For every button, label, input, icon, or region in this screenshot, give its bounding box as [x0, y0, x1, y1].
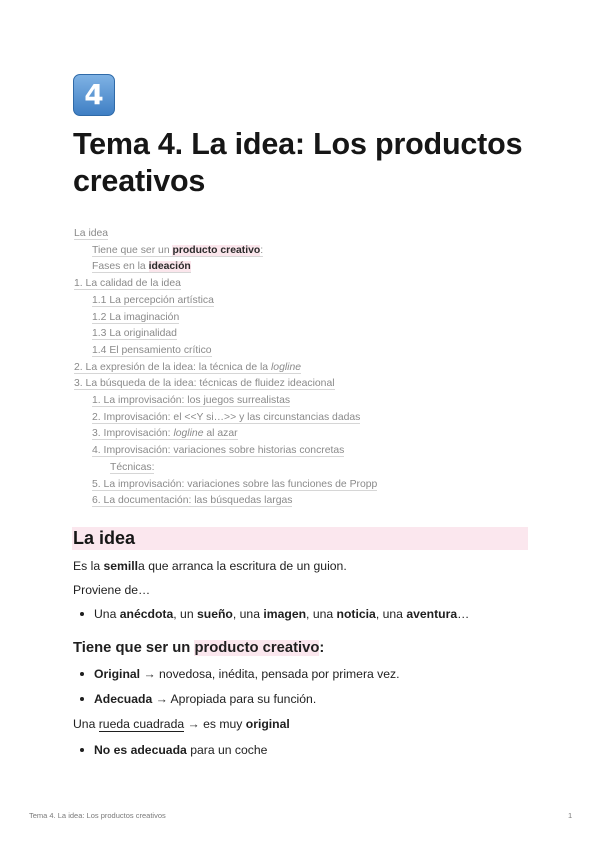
- subheading-producto-creativo: Tiene que ser un producto creativo:: [73, 640, 325, 656]
- toc-link-calidad-idea[interactable]: 1. La calidad de la idea: [74, 278, 181, 290]
- toc-link-tecnicas[interactable]: Técnicas:: [110, 461, 155, 473]
- footer-page-number: 1: [568, 811, 573, 820]
- toc-link-percepcion[interactable]: 1.1 La percepción artística: [92, 294, 214, 306]
- footer-title: Tema 4. La idea: Los productos creativos: [29, 811, 166, 820]
- list-item-origenes: Una anécdota, un sueño, una imagen, una noticia, una aventura…: [94, 606, 469, 622]
- toc-link-fases-ideacion[interactable]: Fases en la ideación: [92, 261, 191, 273]
- page-title: Tema 4. La idea: Los productos creativos: [73, 127, 523, 198]
- list-item-original: Original → novedosa, inédita, pensada por primera vez.: [94, 666, 400, 682]
- toc-link-juegos-surrealistas[interactable]: 1. La improvisación: los juegos surrealistas: [92, 395, 291, 406]
- list-item-adecuada: Adecuada → Apropiada para su función.: [94, 691, 316, 707]
- keycap-four-icon: 4: [73, 74, 115, 116]
- toc-link-pensamiento-critico[interactable]: 1.4 El pensamiento crítico: [92, 344, 212, 356]
- toc-link-y-si[interactable]: 2. Improvisación: el <<Y si…>> y las circunstancias dadas: [92, 411, 361, 423]
- toc-link-expresion-idea[interactable]: 2. La expresión de la idea: la técnica de la logline: [74, 361, 302, 373]
- toc-link-documentacion[interactable]: 6. La documentación: las búsquedas largas: [92, 495, 293, 507]
- toc-link-la-idea[interactable]: La idea: [74, 228, 109, 239]
- section-heading-la-idea: La idea: [72, 527, 528, 550]
- toc-link-producto-creativo[interactable]: Tiene que ser un producto creativo:: [92, 244, 264, 256]
- paragraph-proviene: Proviene de…: [73, 583, 151, 597]
- toc-link-imaginacion[interactable]: 1.2 La imaginación: [92, 311, 180, 323]
- toc-link-propp[interactable]: 5. La improvisación: variaciones sobre las funciones de Propp: [92, 478, 378, 490]
- toc-link-logline-azar[interactable]: 3. Improvisación: logline al azar: [92, 428, 238, 440]
- paragraph-semilla: Es la semilla que arranca la escritura de un guion.: [73, 559, 347, 573]
- toc-link-historias-concretas[interactable]: 4. Improvisación: variaciones sobre historias concretas: [92, 445, 345, 457]
- toc-link-busqueda-idea[interactable]: 3. La búsqueda de la idea: técnicas de fluidez ideacional: [74, 378, 335, 390]
- list-item-no-adecuada: No es adecuada para un coche: [94, 742, 267, 758]
- toc-link-originalidad[interactable]: 1.3 La originalidad: [92, 328, 177, 340]
- paragraph-rueda-cuadrada: Una rueda cuadrada → es muy original: [73, 717, 290, 731]
